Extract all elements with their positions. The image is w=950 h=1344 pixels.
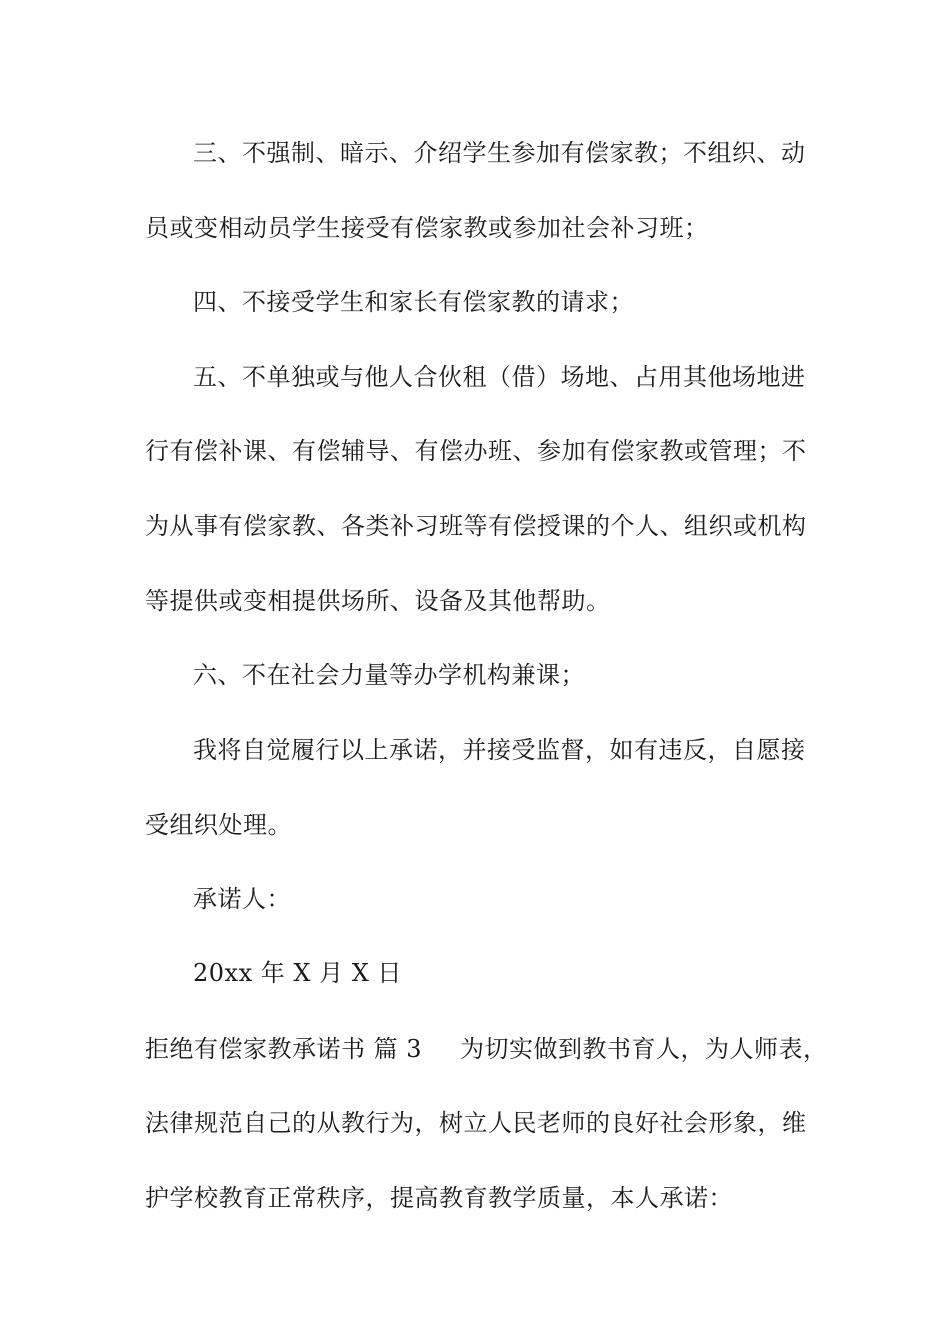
paragraph-line: 法律规范自己的从教行为，树立人民老师的良好社会形象，维 — [145, 1109, 807, 1137]
paragraph-line: 护学校教育正常秩序，提高教育教学质量，本人承诺： — [145, 1184, 733, 1212]
signature-label: 承诺人： — [193, 885, 291, 913]
paragraph-line: 受组织处理。 — [145, 811, 292, 839]
section-heading-line — [145, 1034, 828, 1064]
paragraph-line: 六、不在社会力量等办学机构兼课； — [193, 661, 585, 689]
section-heading: 拒绝有偿家教承诺书 篇 3 — [145, 1035, 423, 1063]
date-line: 20xx 年 X 月 X 日 — [193, 959, 402, 987]
paragraph-line: 行有偿补课、有偿辅导、有偿办班、参加有偿家教或管理；不 — [145, 437, 807, 465]
paragraph-line: 三、不强制、暗示、介绍学生参加有偿家教；不组织、动 — [193, 139, 806, 167]
paragraph-line: 五、不单独或与他人合伙租（借）场地、占用其他场地进 — [193, 363, 806, 391]
paragraph-line: 我将自觉履行以上承诺，并接受监督，如有违反，自愿接 — [193, 736, 806, 764]
paragraph-line: 员或变相动员学生接受有偿家教或参加社会补习班； — [145, 214, 709, 242]
section-intro: 为切实做到教书育人，为人师表， — [460, 1035, 828, 1063]
paragraph-line: 为从事有偿家教、各类补习班等有偿授课的个人、组织或机构 — [145, 512, 807, 540]
paragraph-line: 四、不接受学生和家长有偿家教的请求； — [193, 288, 634, 316]
paragraph-line: 等提供或变相提供场所、设备及其他帮助。 — [145, 587, 611, 615]
